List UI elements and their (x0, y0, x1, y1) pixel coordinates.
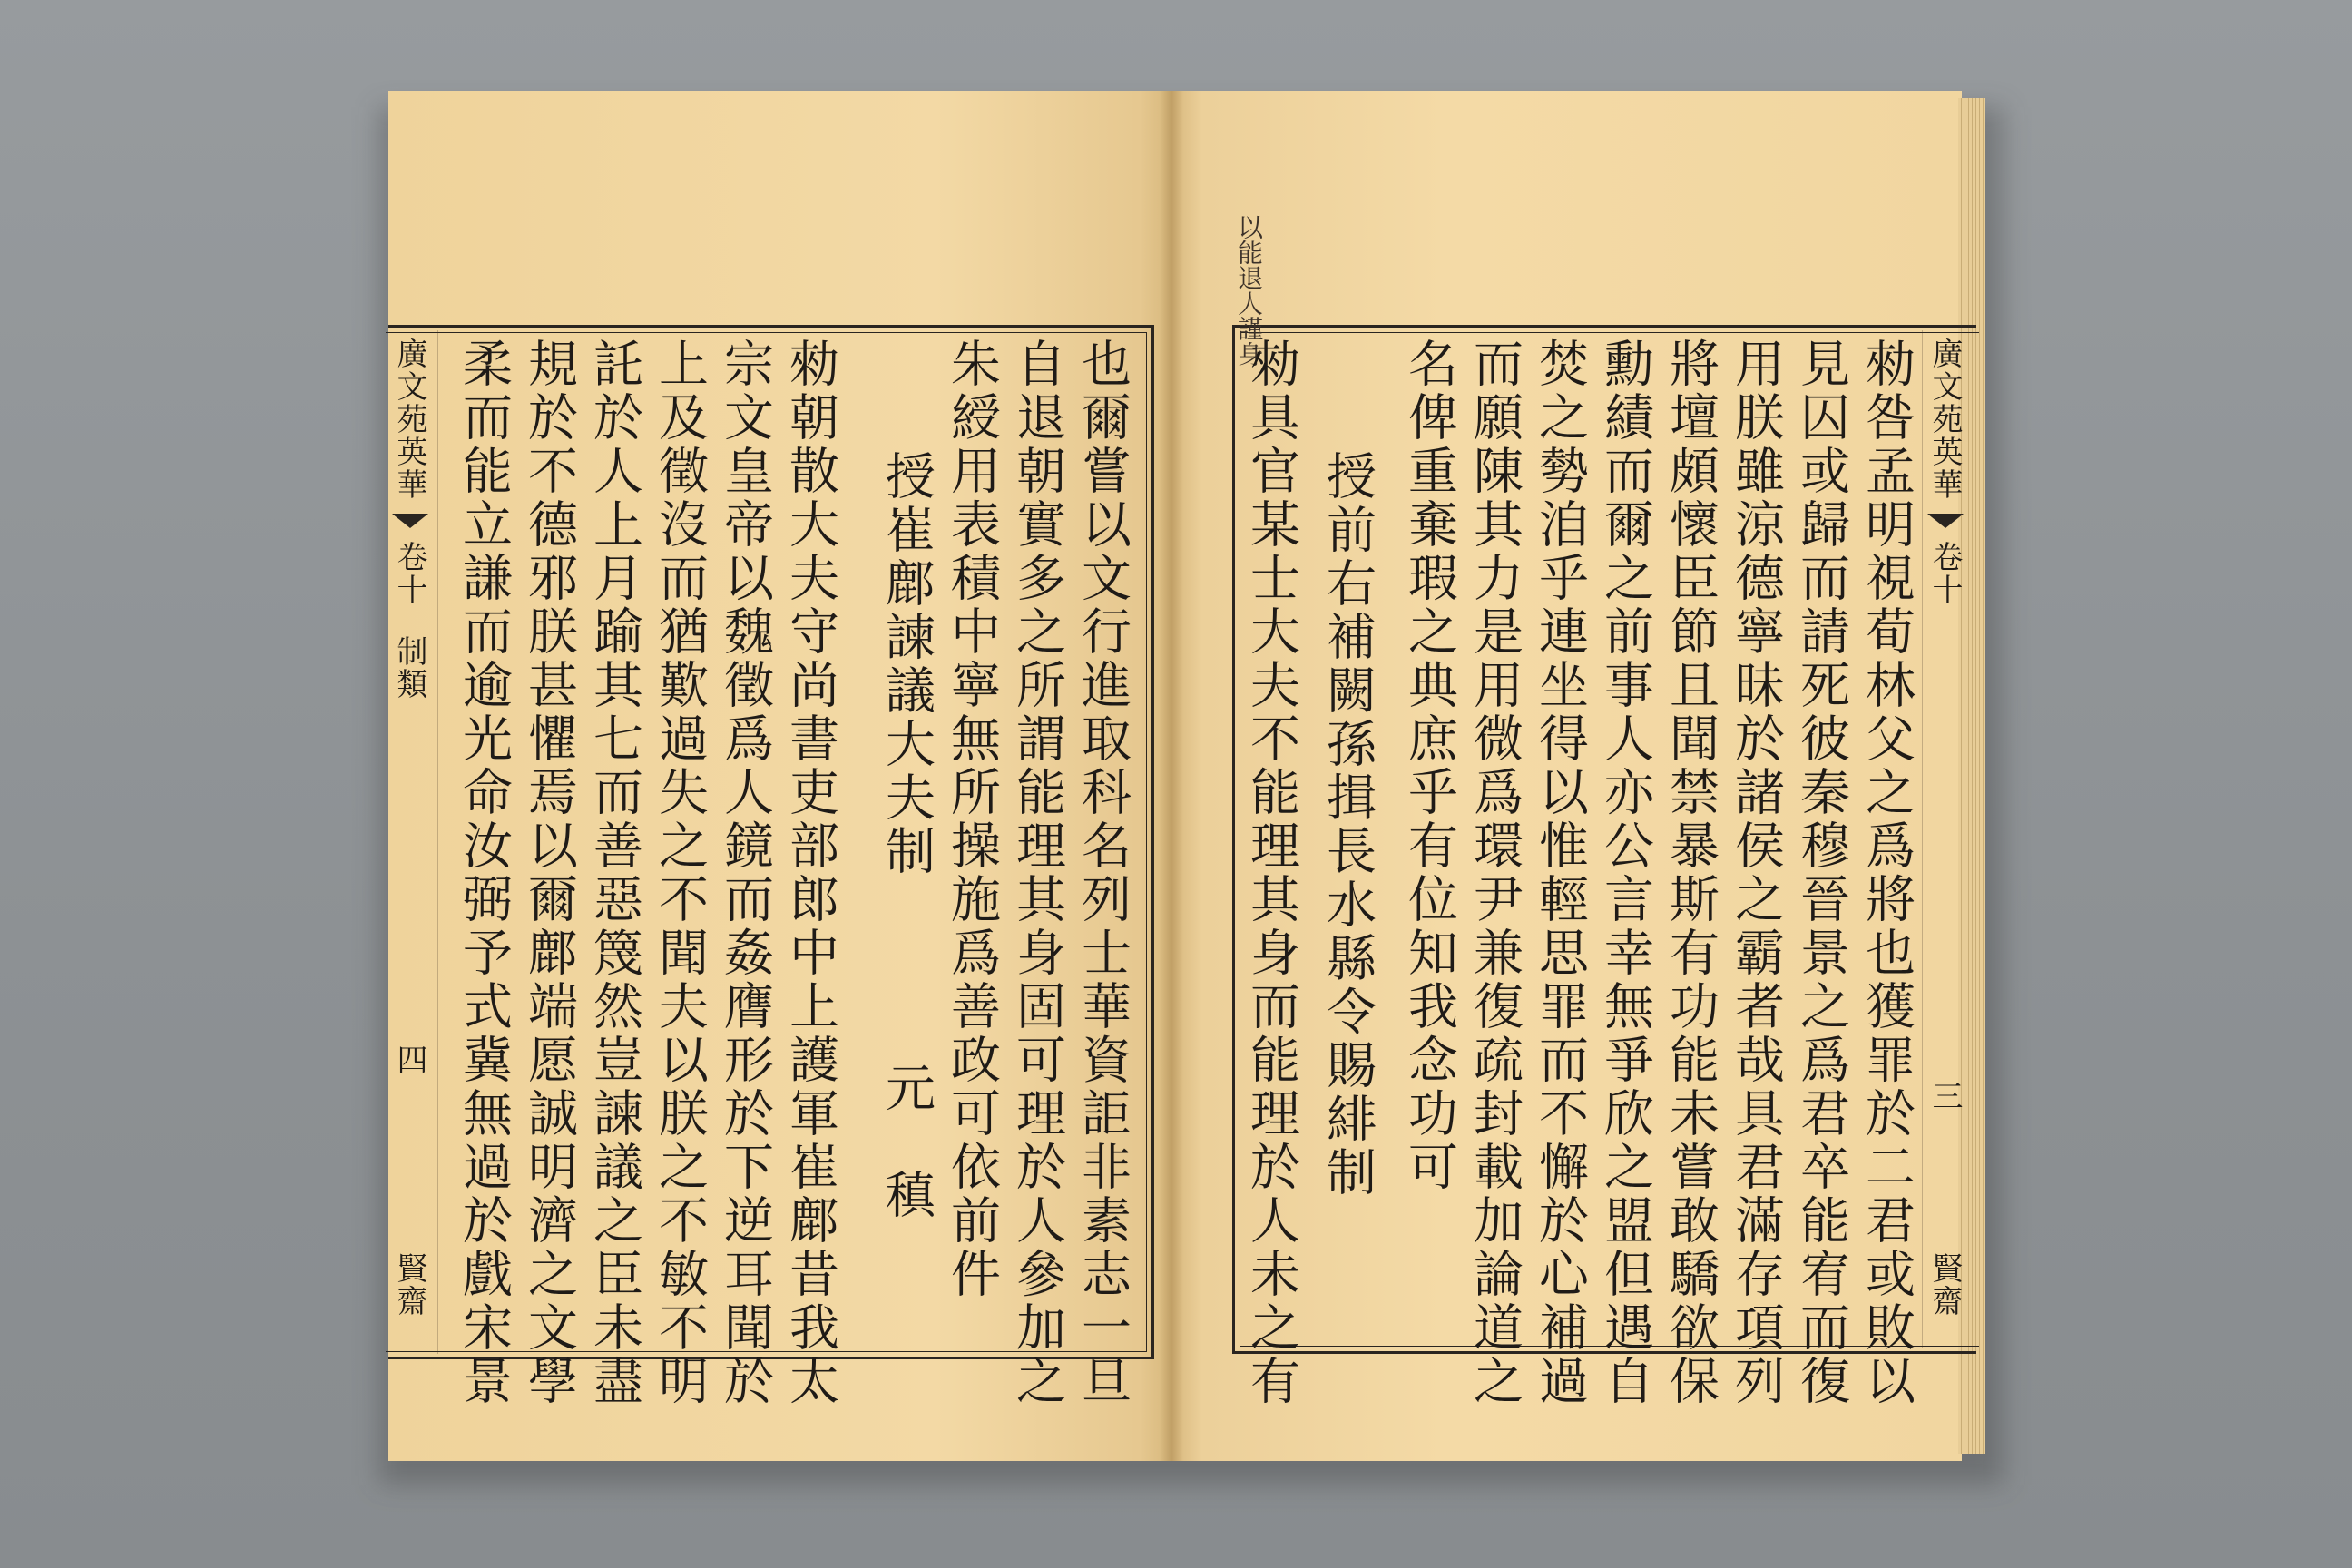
left-col-6: 宗文皇帝以魏徵爲人鏡而姦膺形於下逆耳聞於 (716, 338, 774, 1408)
left-col-4-author: 元 稹 (877, 1062, 936, 1222)
right-fishtail (1927, 514, 1964, 528)
left-folio: 四 (391, 1044, 427, 1076)
right-folio: 三 (1926, 1080, 1963, 1112)
right-col-4: 將壇頗懷臣節且聞禁暴斯有功能未嘗敢驕欲保 (1661, 338, 1720, 1408)
left-col-3: 朱綬用表積中寧無所操施爲善政可依前件 (943, 338, 1001, 1301)
left-col-2: 自退朝實多之所謂能理其身固可理於人參加之 (1008, 338, 1066, 1408)
right-col-5: 勳績而爾之前事人亦公言幸無爭欣之盟但遇自 (1596, 338, 1654, 1408)
left-fishtail (392, 514, 428, 528)
left-col-1: 也爾嘗以文行進取科名列士華資詎非素志一旦 (1073, 338, 1132, 1408)
right-col-6: 焚之勢洎乎連坐得以惟輕思罪而不懈於心補過 (1531, 338, 1589, 1408)
right-col-1: 勑咎孟明視荀林父之爲將也獲罪於二君或敗以 (1857, 338, 1916, 1408)
right-col-3: 用朕雖涼德寧昧於諸侯之霸者哉具君滿存項列 (1727, 338, 1785, 1408)
right-col-2: 見囚或歸而請死彼秦穆晉景之爲君卒能宥而復 (1792, 338, 1850, 1408)
right-col-9: 授前右補闕孫揖長水縣令賜緋制 (1318, 450, 1377, 1200)
right-margin-title: 廣文苑英華 (1926, 338, 1963, 501)
left-col-9: 規於不德邪朕甚懼焉以爾鄜端愿誠明濟之文學 (520, 338, 578, 1408)
left-margin-rule (437, 330, 438, 1354)
left-studio: 賢齋 (391, 1252, 427, 1318)
right-col-7: 而願陳其力是用微爲環尹兼復疏封載加論道之 (1465, 338, 1524, 1408)
right-margin-annotation: 以能退人謹身 (1234, 214, 1264, 367)
right-col-10: 勑具官某士大夫不能理其身而能理於人未之有 (1242, 338, 1300, 1408)
right-studio: 賢齋 (1926, 1252, 1963, 1318)
left-section: 制類 (391, 635, 427, 701)
left-volume: 卷十 (391, 541, 427, 606)
book-gutter (1160, 91, 1183, 1461)
left-col-8: 託於人上月踰其七而善惡篾然豈諫議之臣未盡 (585, 338, 643, 1408)
left-margin-title: 廣文苑英華 (391, 338, 427, 501)
right-col-8: 名俾重棄瑕之典庶乎有位知我念功可 (1400, 338, 1458, 1194)
left-col-5: 勑朝散大夫守尚書吏部郎中上護軍崔鄜昔我太 (781, 338, 839, 1408)
left-col-4-title: 授崔鄜諫議大夫制 (877, 450, 936, 878)
left-col-7: 上及徵沒而猶歎過失之不聞夫以朕之不敏不明 (651, 338, 709, 1408)
right-margin-rule (1922, 330, 1923, 1348)
right-volume: 卷十 (1926, 541, 1963, 606)
left-col-10: 柔而能立謙而逾光命汝弼予式冀無過於戲宋景 (455, 338, 513, 1408)
